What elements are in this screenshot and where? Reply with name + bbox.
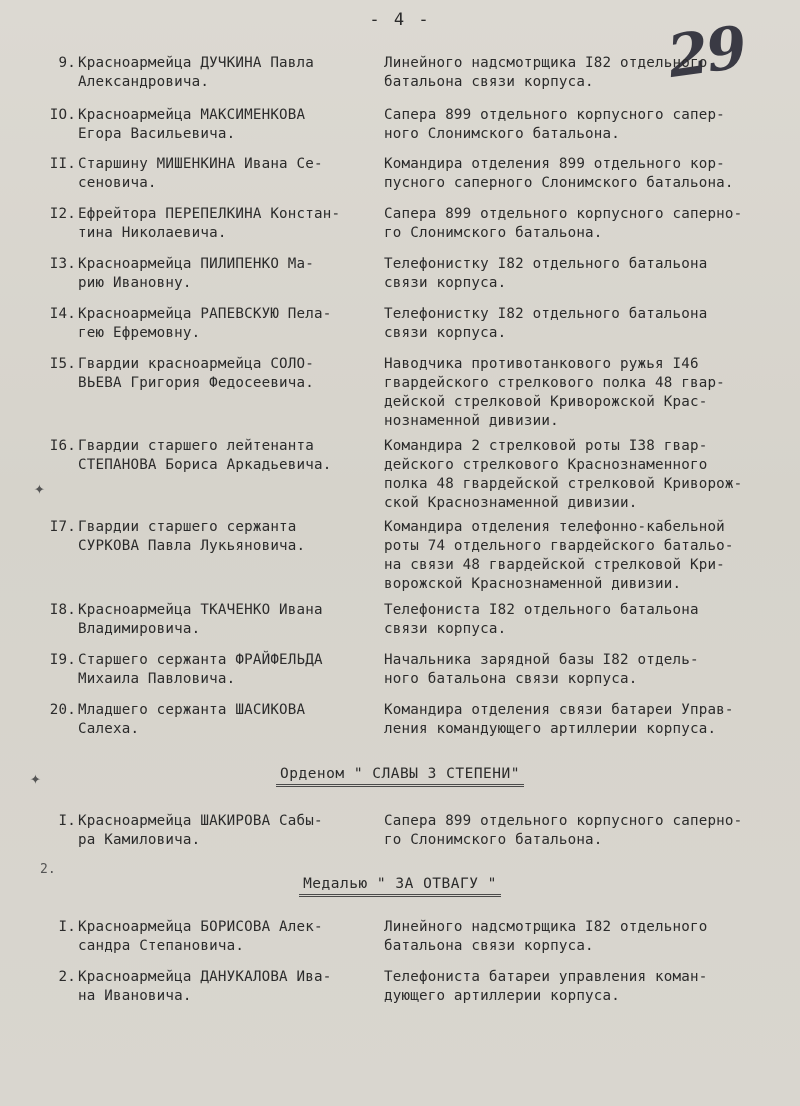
text-line: Гвардии старшего лейтенанта <box>78 438 315 454</box>
text-line: го Слонимского батальона. <box>384 225 603 241</box>
entry-number: I8. <box>49 602 76 618</box>
entry-person <box>78 355 370 393</box>
text-line: ра Камиловича. <box>78 832 201 848</box>
text-line: Владимировича. <box>78 621 201 637</box>
text-line: пусного саперного Слонимского батальона. <box>384 175 734 191</box>
text-line: Красноармейца ШАКИРОВА Сабы- <box>78 813 323 829</box>
text-line: дующего артиллерии корпуса. <box>384 988 621 1004</box>
text-line: Михаила Павловича. <box>78 671 236 687</box>
entry-person <box>78 651 370 689</box>
entry-position <box>384 205 784 243</box>
entry-position <box>384 701 784 739</box>
text-line: ного батальона связи корпуса. <box>384 671 638 687</box>
entry-person <box>78 601 370 639</box>
entry-person <box>78 918 370 956</box>
entry-person <box>78 305 370 343</box>
entry-position <box>384 518 784 594</box>
entry-position <box>384 437 784 513</box>
entry-position <box>384 54 784 92</box>
entry-number: 2. <box>58 969 76 985</box>
entry-person <box>78 812 370 850</box>
text-line: на Ивановича. <box>78 988 192 1004</box>
text-line: связи корпуса. <box>384 275 507 291</box>
entry-number: I6. <box>49 438 76 454</box>
entry-number: I. <box>58 813 76 829</box>
entry-position <box>384 812 784 850</box>
text-line: сеновича. <box>78 175 157 191</box>
text-line: ской Краснознаменной дивизии. <box>384 495 638 511</box>
text-line: связи корпуса. <box>384 621 507 637</box>
text-line: Командира отделения 899 отдельного кор- <box>384 156 725 172</box>
entry-number: I7. <box>49 519 76 535</box>
text-line: Сапера 899 отдельного корпусного сапер- <box>384 107 725 123</box>
text-line: Начальника зарядной базы I82 отдель- <box>384 652 699 668</box>
text-line: Командира отделения телефонно-кабельной <box>384 519 725 535</box>
text-line: Егора Васильевича. <box>78 126 236 142</box>
text-line: Старшего сержанта ФРАЙФЕЛЬДА <box>78 652 323 668</box>
entry-person <box>78 155 370 193</box>
stray-mark: 2. <box>40 862 56 877</box>
entry-position <box>384 601 784 639</box>
entry-position <box>384 355 784 431</box>
entry-position <box>384 305 784 343</box>
text-line: Красноармейца БОРИСОВА Алек- <box>78 919 323 935</box>
entry-number: I. <box>58 919 76 935</box>
text-line: Красноармейца МАКСИМЕНКОВА <box>78 107 306 123</box>
text-line: на связи 48 гвардейской стрелковой Кри- <box>384 557 725 573</box>
section-heading-medal: Медалью " ЗА ОТВАГУ " <box>0 876 800 897</box>
entry-person <box>78 701 370 739</box>
text-line: СТЕПАНОВА Бориса Аркадьевича. <box>78 457 332 473</box>
text-line: батальона связи корпуса. <box>384 938 594 954</box>
entry-number: I4. <box>49 306 76 322</box>
entry-number: I2. <box>49 206 76 222</box>
text-line: Командира 2 стрелковой роты I38 гвар- <box>384 438 708 454</box>
star-mark-icon: ✦ <box>34 478 45 499</box>
text-line: Телефонистку I82 отдельного батальона <box>384 256 708 272</box>
entry-person <box>78 518 370 556</box>
text-line: роты 74 отдельного гвардейского батальо- <box>384 538 734 554</box>
text-line: Красноармейца ТКАЧЕНКО Ивана <box>78 602 323 618</box>
entry-position <box>384 106 784 144</box>
text-line: Александровича. <box>78 74 210 90</box>
text-line: батальона связи корпуса. <box>384 74 594 90</box>
text-line: Командира отделения связи батареи Управ- <box>384 702 734 718</box>
text-line: рию Ивановну. <box>78 275 192 291</box>
text-line: Сапера 899 отдельного корпусного саперно- <box>384 206 743 222</box>
entry-number: I3. <box>49 256 76 272</box>
entry-person <box>78 205 370 243</box>
entry-position <box>384 155 784 193</box>
text-line: Линейного надсмотрщика I82 отдельного <box>384 919 708 935</box>
entry-number: 20. <box>49 702 76 718</box>
text-line: связи корпуса. <box>384 325 507 341</box>
text-line: Сапера 899 отдельного корпусного саперно- <box>384 813 743 829</box>
text-line: Старшину МИШЕНКИНА Ивана Се- <box>78 156 323 172</box>
text-line: ворожской Краснознаменной дивизии. <box>384 576 682 592</box>
text-line: СУРКОВА Павла Лукьяновича. <box>78 538 306 554</box>
entry-number: IO. <box>49 107 76 123</box>
entry-position <box>384 651 784 689</box>
text-line: го Слонимского батальона. <box>384 832 603 848</box>
text-line: Красноармейца ПИЛИПЕНКО Ма- <box>78 256 315 272</box>
entry-position <box>384 255 784 293</box>
entry-number: I5. <box>49 356 76 372</box>
entry-position <box>384 918 784 956</box>
text-line: Красноармейца РАПЕВСКУЮ Пела- <box>78 306 332 322</box>
entry-person <box>78 255 370 293</box>
text-line: гвардейского стрелкового полка 48 гвар- <box>384 375 725 391</box>
text-line: Телефониста батареи управления коман- <box>384 969 708 985</box>
text-line: полка 48 гвардейской стрелковой Криворож- <box>384 476 743 492</box>
handwritten-page-number: 29 <box>663 12 750 92</box>
star-mark-icon: ✦ <box>30 768 41 789</box>
text-line: Младшего сержанта ШАСИКОВА <box>78 702 306 718</box>
entry-position <box>384 968 784 1006</box>
text-line: Ефрейтора ПЕРЕПЕЛКИНА Констан- <box>78 206 341 222</box>
entry-number: 9. <box>58 55 76 71</box>
text-line: сандра Степановича. <box>78 938 245 954</box>
text-line: Наводчика противотанкового ружья I46 <box>384 356 699 372</box>
text-line: Красноармейца ДУЧКИНА Павла <box>78 55 315 71</box>
section-heading-glory: Орденом " СЛАВЫ 3 СТЕПЕНИ" <box>0 766 800 787</box>
page-number: - 4 - <box>369 10 431 30</box>
entry-person <box>78 54 370 92</box>
text-line: Гвардии старшего сержанта <box>78 519 297 535</box>
entry-person <box>78 106 370 144</box>
entry-person <box>78 437 370 475</box>
entry-number: I9. <box>49 652 76 668</box>
text-line: Гвардии красноармейца СОЛО- <box>78 356 315 372</box>
entry-number: II. <box>49 156 76 172</box>
text-line: Салеха. <box>78 721 140 737</box>
text-line: Телефонистку I82 отдельного батальона <box>384 306 708 322</box>
entry-person <box>78 968 370 1006</box>
text-line: ного Слонимского батальона. <box>384 126 621 142</box>
text-line: нознаменной дивизии. <box>384 413 559 429</box>
text-line: ВЬЕВА Григория Федосеевича. <box>78 375 315 391</box>
text-line: Линейного надсмотрщика I82 отдельного <box>384 55 708 71</box>
text-line: Телефониста I82 отдельного батальона <box>384 602 699 618</box>
text-line: ления командующего артиллерии корпуса. <box>384 721 717 737</box>
text-line: дейского стрелкового Краснознаменного <box>384 457 708 473</box>
text-line: гею Ефремовну. <box>78 325 201 341</box>
text-line: тина Николаевича. <box>78 225 227 241</box>
text-line: дейской стрелковой Криворожской Крас- <box>384 394 708 410</box>
text-line: Красноармейца ДАНУКАЛОВА Ива- <box>78 969 332 985</box>
